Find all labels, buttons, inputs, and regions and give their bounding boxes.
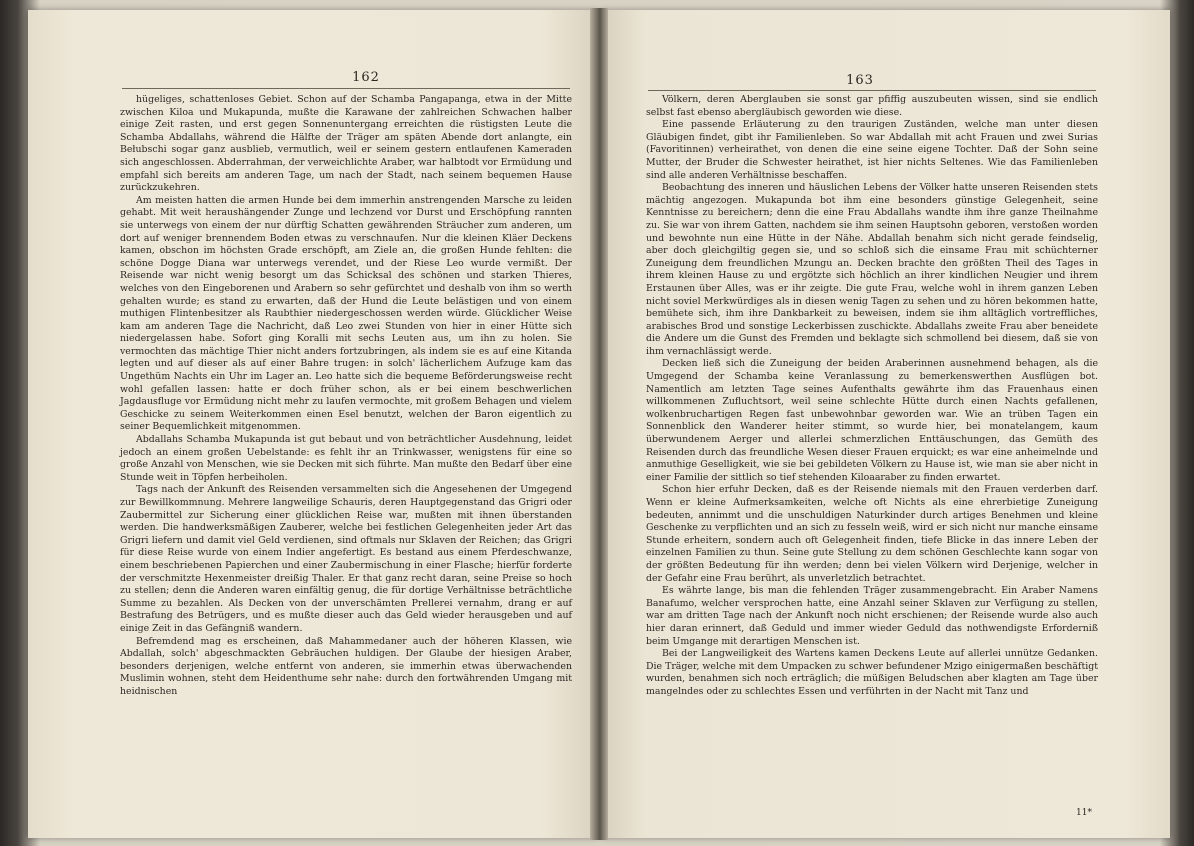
left-page-body (120, 94, 572, 699)
left-paragraph: hügeliges, schattenloses Gebiet. Schon auf der Schamba Pangapanga, etwa in der Mitte zwischen Kiloa und Mukapunda, mußte die Karawane der zahlreichen Schwachen halber einige Zeit rasten, und erst gegen Sonnenuntergang erreichten die rüstigsten Leute die Schamba Abdallahs, während die Hälfte der Träger am späten Abende dort anlangte, ein Bełubschi sogar ganz ausblieb, vermutlich, weil er seinem gestern entlaufenen Kameraden sich angeschlossen. Abderrahman, der verweichlichte Araber, war halbtodt vor Ermüdung und empfahl sich bereits am anderen Tage, um nach der Stadt, nach seinem bequemen Hause zurückzukehren. (120, 94, 572, 194)
right-paragraph: Völkern, deren Aberglauben sie sonst gar pfiffig auszubeuten wissen, sind sie endlich selbst fast ebenso abergläubisch geworden wie diese. (646, 94, 1098, 118)
right-page-body (646, 94, 1098, 699)
right-page-number: 163 (846, 73, 874, 88)
left-page-number: 162 (352, 70, 380, 85)
signature-mark: 11* (1076, 808, 1092, 818)
right-paragraph: Schon hier erfuhr Decken, daß es der Reisende niemals mit den Frauen verderben darf. Wenn er kleine Aufmerksamkeiten, welche oft Nichts als eine ehrerbietige Zuneigung bedeuten, annimmt und die unschuldigen Naturkinder durch artiges Benehmen und kleine Geschenke zu verpflichten und an sich zu fesseln weiß, wird er sich nicht nur manche einsame Stunde erheitern, sondern auch oft Gelegenheit finden, tiefe Blicke in das innere Leben der einzelnen Familien zu thun. Seine gute Stellung zu dem schönen Geschlechte kann sogar von der größten Bedeutung für ihn werden; denn bei vielen Völkern wird Derjenige, welcher in der Gefahr eine Frau berührt, als unverletzlich betrachtet. (646, 484, 1098, 584)
left-paragraph: Befremdend mag es erscheinen, daß Mahammedaner auch der höheren Klassen, wie Abdallah, solch' abgeschmackten Gebräuchen huldigen. Der Glaube der hiesigen Araber, besonders derjenigen, welche entfernt von anderen, sie immerhin etwas überwachenden Muslimin wohnen, steht dem Heidenthume sehr nahe: durch den fortwährenden Umgang mit heidnischen (120, 635, 572, 697)
left-paragraph: Am meisten hatten die armen Hunde bei dem immerhin anstrengenden Marsche zu leiden gehabt. Mit weit heraushängender Zunge und lechzend vor Durst und Erschöpfung rannten sie unterwegs von einem der nur dürftig Schatten gewährenden Sträucher zum anderen, um dort auf weniger brennendem Boden etwas zu verschnaufen. Nur die kleinen Kläer Deckens kamen, obschon im höchsten Grade erschöpft, am Ziele an, die großen Hunde fehlten: die schöne Dogge Diana war unterwegs verendet, und der Riese Leo wurde vermißt. Der Reisende war nicht wenig besorgt um das Schicksal des schönen und starken Thieres, welches von den Eingeborenen und Arabern so sehr gefürchtet und deshalb von ihm so werth gehalten wurde; es stand zu erwarten, daß der Hund die Leute belästigen und von einem muthigen Flintenbesitzer als Raubthier niedergeschossen werden würde. Glücklicher Weise kam am anderen Tage die Nachricht, daß Leo zwei Stunden von hier in einer Hütte sich niedergelassen habe. Sofort ging Koralli mit sechs Leuten aus, um ihn zu holen. Sie vermochten das mächtige Thier nicht anders fortzubringen, als indem sie es auf eine Kitanda legten und auf dieser als auf einer Bahre trugen: in solch' lächerlichem Aufzuge kam das Ungethüm Nachts ein Uhr im Lager an. Leo hatte sich die bequeme Beförderungsweise recht wohl gefallen lassen: hatte er doch früher schon, als er bei einem beschwerlichen Jagdausfluge vor Ermüdung nicht mehr zu laufen vermochte, mit großem Behagen und vielem Geschicke zu seinem Weiterkommen einen Esel benutzt, welchen der Baron eigentlich zu seiner Bequemlichkeit mitgenommen. (120, 194, 572, 433)
right-paragraph: Beobachtung des inneren und häuslichen Lebens der Völker hatte unseren Reisenden stets mächtig angezogen. Mukapunda bot ihm eine besonders günstige Gelegenheit, seine Kenntnisse zu bereichern; denn die eine Frau Abdallahs wandte ihm ihre ganze Theilnahme zu. Sie war von ihrem Gatten, nachdem sie ihm seinen Hauptsohn geboren, verstoßen worden und bewohnte nun eine Hütte in der Nähe. Abdallah benahm sich nicht gerade feindselig, aber doch gleichgiltig gegen sie, und so schloß sich die einsame Frau mit schüchterner Zuneigung dem freundlichen Mzungu an. Decken brachte den größten Theil des Tages in ihrem kleinen Hause zu und ergötzte sich höchlich an ihrer kindlichen Neugier und ihrem Erstaunen über Alles, was er ihr zeigte. Die gute Frau, welche wohl in ihrem ganzen Leben nicht soviel Merkwürdiges als in diesen wenig Tagen zu sehen und zu hören bekommen hatte, bemühete sich, ihm ihre Dankbarkeit zu beweisen, indem sie ihm alltäglich vortreffliches, arabisches Brod und sonstige Leckerbissen zuschickte. Abdallahs zweite Frau aber beneidete die Andere um die Gunst des Fremden und beklagte sich schmollend bei diesem, daß sie von ihm vernachlässigt werde. (646, 182, 1098, 357)
right-header-rule (648, 90, 1096, 91)
right-paragraph: Es währte lange, bis man die fehlenden Träger zusammengebracht. Ein Araber Namens Banafumo, welcher versprochen hatte, eine Anzahl seiner Sklaven zur Verfügung zu stellen, war am dritten Tage nach der Ankunft noch nicht erschienen; der Reisende wurde also auch hier daran erinnert, daß Geduld und immer wieder Geduld das nothwendigste Erforderniß beim Umgange mit derartigen Menschen ist. (646, 585, 1098, 647)
book-gutter (590, 8, 608, 840)
right-paragraph: Decken ließ sich die Zuneigung der beiden Araberinnen ausnehmend behagen, als die Umgegend der Schamba keine Veranlassung zu bemerkenswerthen Ausflügen bot. Namentlich am letzten Tage seines Aufenthalts gewährte ihm das Frauenhaus einen willkommenen Zufluchtsort, weil seine schlechte Hütte durch einen Nachts gefallenen, wolkenbruchartigen Regen fast unbewohnbar geworden war. Wie an trüben Tagen ein Sonnenblick den Wanderer heiter stimmt, so wurde hier, bei monatelangem, kaum überwundenem Aerger und allerlei schmerzlichen Enttäuschungen, das Gemüth des Reisenden durch das freundliche Wesen dieser Frauen erquickt; es war eine anheimelnde und anmuthige Geselligkeit, wie sie bei gebildeten Völkern zu Hause ist, wie man sie aber nicht in einer Familie der sittlich so tief stehenden Kiloaaraber zu finden erwartet. (646, 358, 1098, 483)
left-paragraph: Abdallahs Schamba Mukapunda ist gut bebaut und von beträchtlicher Ausdehnung, leidet jedoch an einem großen Uebelstande: es fehlt ihr an Trinkwasser, wenigstens für eine so große Anzahl von Menschen, wie sie Decken mit sich führte. Man mußte den Bedarf über eine Stunde weit in Töpfen herbeiholen. (120, 434, 572, 483)
right-paragraph: Bei der Langweiligkeit des Wartens kamen Deckens Leute auf allerlei unnütze Gedanken. Die Träger, welche mit dem Umpacken zu schwer befundener Mzigo einigermaßen beschäftigt wurden, benahmen sich noch erträglich; die müßigen Beludschen aber klagten am Tage über mangelndes oder zu schlechtes Essen und verführten in der Nacht mit Tanz und (646, 648, 1098, 697)
left-paragraph: Tags nach der Ankunft des Reisenden versammelten sich die Angesehenen der Umgegend zur Bewillkommnung. Mehrere langweilige Schauris, deren Hauptgegenstand das Grigri oder Zaubermittel zur Sicherung einer glücklichen Reise war, mußten mit ihnen überstanden werden. Die handwerksmäßigen Zauberer, welche bei festlichen Gelegenheiten jeder Art das Grigri liefern und damit viel Geld verdienen, sind oftmals nur Sklaven der Reichen; das Grigri für diese Reise wurde von einem Indier angefertigt. Es bestand aus einem Pferdeschwanze, einem beschriebenen Papierchen und einer Zaubermischung in einer Flasche; hierfür forderte der verschmitzte Hexenmeister dreißig Thaler. Er that ganz recht daran, seine Preise so hoch zu stellen; denn die Anderen waren einfältig genug, die für dortige Verhältnisse beträchtliche Summe zu bezahlen. Als Decken von der unverschämten Prellerei vernahm, drang er auf Bestrafung des Betrügers, und es mußte dieser auch das Geld wieder herausgeben und auf einige Zeit in das Gefängniß wandern. (120, 484, 572, 634)
left-header-rule (122, 88, 570, 89)
right-paragraph: Eine passende Erläuterung zu den traurigen Zuständen, welche man unter diesen Gläubigen findet, gibt ihr Familienleben. So war Abdallah mit acht Frauen und zwei Surias (Favoritinnen) verheirathet, von denen die eine seine eigene Tochter. Daß der Sohn seine Mutter, der Bruder die Schwester heirathet, ist hier nichts Seltenes. Wie das Familienleben sind alle anderen Verhältnisse beschaffen. (646, 119, 1098, 181)
